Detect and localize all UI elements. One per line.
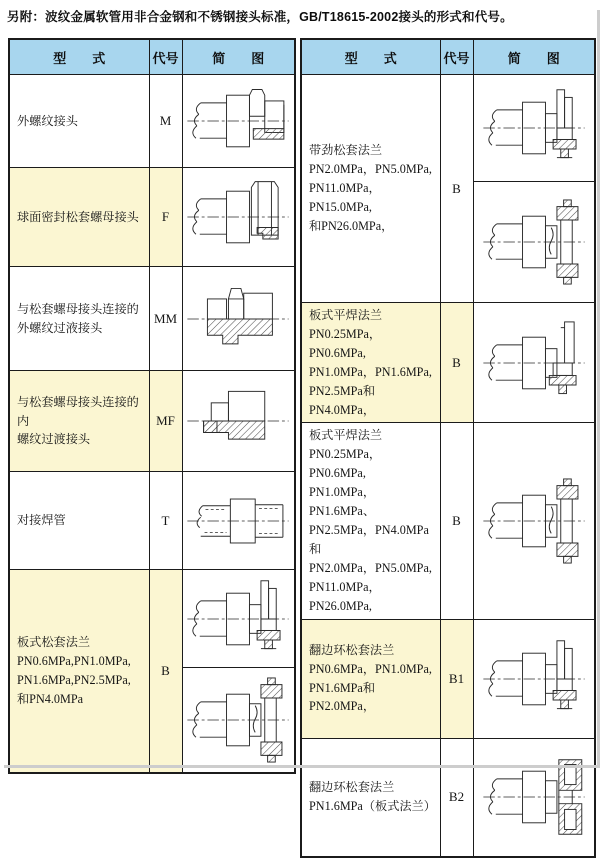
- scan-shadow-bottom: [4, 765, 600, 768]
- female-nipple-diagram: [184, 378, 292, 464]
- type-cell: 翻边环松套法兰 PN0.6MPa，PN1.0MPa, PN1.6MPa和PN2.0MPa，: [301, 619, 440, 738]
- table-row: [301, 75, 595, 182]
- code-cell: MM: [149, 267, 182, 371]
- code-cell: F: [149, 168, 182, 267]
- diagram-cell: [182, 472, 295, 570]
- code-cell: B2: [440, 738, 473, 857]
- code-cell: B: [440, 75, 473, 303]
- diagram-cell: [182, 267, 295, 371]
- diagram-cell: [473, 303, 595, 423]
- code-cell: MF: [149, 371, 182, 472]
- hose-hex-male-diagram: [184, 78, 292, 164]
- lap-flange-diagram: [480, 636, 588, 722]
- lap-flange-hatched-diagram: [184, 677, 292, 763]
- type-cell: 球面密封松套螺母接头: [9, 168, 149, 267]
- code-cell: B: [440, 303, 473, 423]
- code-cell: B1: [440, 619, 473, 738]
- male-nipple-diagram: [184, 276, 292, 362]
- table-row: [9, 371, 295, 472]
- table-row: [301, 738, 595, 857]
- type-cell: 板式平焊法兰 PN0.25MPa，PN0.6MPa, PN1.0MPa，PN1.6MPa、 PN2.5MPa，PN4.0MPa和 PN2.0MPa，PN5.0MPa, PN11.0MPa，PN26.0MPa,: [301, 423, 440, 619]
- column-header: 型 式: [301, 39, 440, 75]
- table-row: [9, 570, 295, 668]
- type-cell: 与松套螺母接头连接的 外螺纹过液接头: [9, 267, 149, 371]
- connector-table-right: [300, 38, 596, 858]
- type-cell: 翻边环松套法兰 PN1.6MPa（板式法兰）: [301, 738, 440, 857]
- lap-flange-diagram: [480, 85, 588, 171]
- type-cell: 外螺纹接头: [9, 75, 149, 168]
- column-header: 简 图: [473, 39, 595, 75]
- diagram-cell: [473, 423, 595, 619]
- table-row: [301, 423, 595, 619]
- diagram-cell: [182, 168, 295, 267]
- type-cell: 与松套螺母接头连接的内 螺纹过渡接头: [9, 371, 149, 472]
- page-title: 另附：波纹金属软管用非合金钢和不锈钢接头标准，GB/T18615-2002接头的形式和代号。: [7, 10, 513, 24]
- lap-flange-diagram: [184, 576, 292, 662]
- type-cell: 带劲松套法兰 PN2.0MPa，PN5.0MPa, PN11.0MPa，PN15.0MPa, 和PN26.0MPa，: [301, 75, 440, 303]
- diagram-cell: [182, 371, 295, 472]
- diagram-cell: [182, 75, 295, 168]
- column-header: 代号: [149, 39, 182, 75]
- table-row: [9, 267, 295, 371]
- hose-hex-nut-diagram: [184, 174, 292, 260]
- table-row: [301, 303, 595, 423]
- butt-weld-pipe-diagram: [184, 478, 292, 564]
- diagram-cell: [473, 738, 595, 857]
- type-cell: 板式平焊法兰 PN0.25MPa，PN0.6MPa, PN1.0MPa，PN1.6MPa, PN2.5MPa和PN4.0MPa，: [301, 303, 440, 423]
- column-header: 代号: [440, 39, 473, 75]
- column-header: 简 图: [182, 39, 295, 75]
- diagram-cell: [473, 182, 595, 303]
- plate-weld-flange-diagram: [480, 320, 588, 406]
- diagram-cell: [182, 668, 295, 774]
- table-row: [9, 75, 295, 168]
- connector-table-left: [8, 38, 296, 774]
- code-cell: B: [149, 570, 182, 774]
- table-row: [9, 472, 295, 570]
- type-cell: 对接焊管: [9, 472, 149, 570]
- diagram-cell: [473, 619, 595, 738]
- code-cell: T: [149, 472, 182, 570]
- table-row: [9, 168, 295, 267]
- lap-flange-hatched-diagram: [480, 478, 588, 564]
- code-cell: M: [149, 75, 182, 168]
- column-header: 型 式: [9, 39, 149, 75]
- table-row: [301, 619, 595, 738]
- code-cell: B: [440, 423, 473, 619]
- lap-flange-hatched-diagram: [480, 199, 588, 285]
- header-row: [9, 39, 295, 75]
- diagram-cell: [182, 570, 295, 668]
- header-row: [301, 39, 595, 75]
- diagram-cell: [473, 75, 595, 182]
- type-cell: 板式松套法兰 PN0.6MPa,PN1.0MPa, PN1.6MPa,PN2.5MPa, 和PN4.0MPa: [9, 570, 149, 774]
